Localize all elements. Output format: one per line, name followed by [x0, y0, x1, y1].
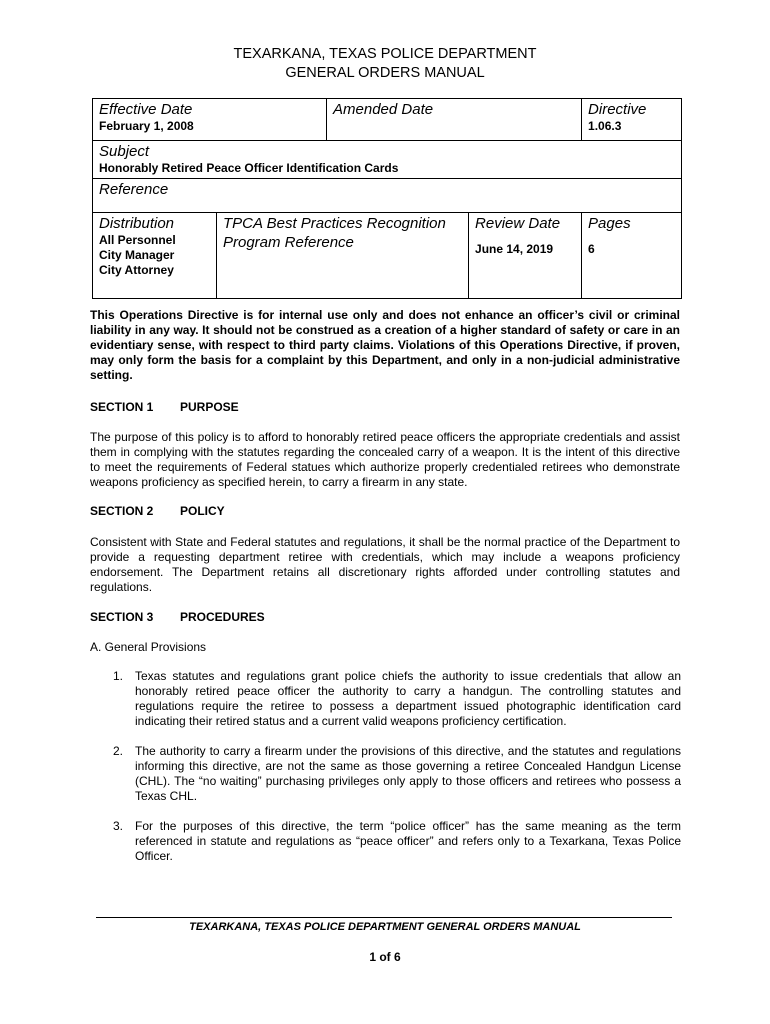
- section-number: SECTION 3: [90, 610, 154, 624]
- section-number: SECTION 1: [90, 400, 154, 414]
- tpca-label: TPCA Best Practices Recognition Program Reference: [223, 215, 446, 251]
- directive-value: 1.06.3: [588, 119, 622, 133]
- list-text: The authority to carry a firearm under the provisions of this directive, and the statutes and regulations informing this directive, are not the same as those governing a retiree Concealed Handgun License (CHL). The “no waiting” purchasing privileges only apply to those officers and retirees who possess a Texas CHL.: [135, 744, 681, 803]
- distribution-label: Distribution: [99, 215, 175, 232]
- section1-heading: [90, 400, 239, 414]
- section-title: PURPOSE: [180, 400, 239, 414]
- subject-label: Subject: [99, 143, 150, 160]
- manual-title: GENERAL ORDERS MANUAL: [285, 65, 485, 81]
- pages-cell: [582, 213, 682, 299]
- pages-value: 6: [588, 242, 595, 256]
- review-date-value: June 14, 2019: [475, 242, 554, 256]
- reference-cell: [93, 179, 682, 213]
- distribution-item: All Personnel: [99, 233, 176, 247]
- list-number: 3.: [113, 819, 124, 833]
- footer-title: TEXARKANA, TEXAS POLICE DEPARTMENT GENERAL ORDERS MANUAL: [189, 921, 581, 933]
- directive-info-table: [92, 98, 682, 299]
- section-title: PROCEDURES: [180, 610, 265, 624]
- list-text: For the purposes of this directive, the term “police officer” has the same meaning as the term referenced in statute and regulations as “peace officer” and refers only to a Texarkana, Texas Police Officer.: [135, 819, 681, 863]
- tpca-cell: [217, 213, 469, 299]
- list-item: [113, 819, 681, 864]
- disclaimer-paragraph: This Operations Directive is for internal use only and does not enhance an officer’s civil or criminal liability in any way. It should not be construed as a creation of a higher standard of safety or care in an evidentiary sense, with respect to third party claims. Violations of this Operations Directive, if proven, may only form the basis for a complaint by this Department, and only in a non-judicial administrative setting.: [90, 308, 680, 382]
- department-title: TEXARKANA, TEXAS POLICE DEPARTMENT: [233, 46, 537, 62]
- section-number: SECTION 2: [90, 504, 154, 518]
- review-date-label: Review Date: [475, 215, 561, 232]
- list-number: 1.: [113, 669, 124, 683]
- subject-value: Honorably Retired Peace Officer Identification Cards: [99, 161, 399, 175]
- section2-heading: [90, 504, 225, 518]
- list-item: [113, 744, 681, 804]
- section3-heading: [90, 610, 265, 624]
- amended-date-label: Amended Date: [333, 101, 434, 118]
- distribution-cell: [93, 213, 217, 299]
- list-item: [113, 669, 681, 729]
- directive-label: Directive: [588, 101, 647, 118]
- section2-body: Consistent with State and Federal statutes and regulations, it shall be the normal practice of the Department to provide a requesting department retiree with credentials, which may include a weapons proficiency endorsement. The Department retains all discretionary rights afforded under controlling statutes and regulations.: [90, 535, 680, 594]
- section-title: POLICY: [180, 504, 225, 518]
- effective-date-label: Effective Date: [99, 101, 193, 118]
- footer-divider: [96, 917, 672, 918]
- list-number: 2.: [113, 744, 124, 758]
- pages-label: Pages: [588, 215, 631, 232]
- review-date-cell: [469, 213, 582, 299]
- section1-body: The purpose of this policy is to afford to honorably retired peace officers the appropriate credentials and assist them in complying with the statutes regarding the concealed carry of a weapon. It is the intent of this directive to meet the requirements of Federal statues which authorize properly credentialed retirees who demonstrate weapons proficiency as specified herein, to carry a firearm in any state.: [90, 430, 680, 489]
- directive-cell: [582, 99, 682, 141]
- amended-date-cell: [327, 99, 582, 141]
- general-provisions-heading: A. General Provisions: [90, 640, 207, 654]
- list-text: Texas statutes and regulations grant police chiefs the authority to issue credentials that allow an honorably retired peace officer the authority to carry a handgun. The controlling statutes and regulations require the retiree to possess a department issued photographic identification card indicating their retired status and a current valid weapons proficiency certification.: [135, 669, 681, 728]
- distribution-item: City Attorney: [99, 263, 174, 277]
- reference-label: Reference: [99, 181, 169, 198]
- subject-cell: [93, 141, 682, 179]
- page-number: 1 of 6: [369, 950, 401, 964]
- effective-date-value: February 1, 2008: [99, 119, 194, 133]
- distribution-item: City Manager: [99, 248, 175, 262]
- effective-date-cell: [93, 99, 327, 141]
